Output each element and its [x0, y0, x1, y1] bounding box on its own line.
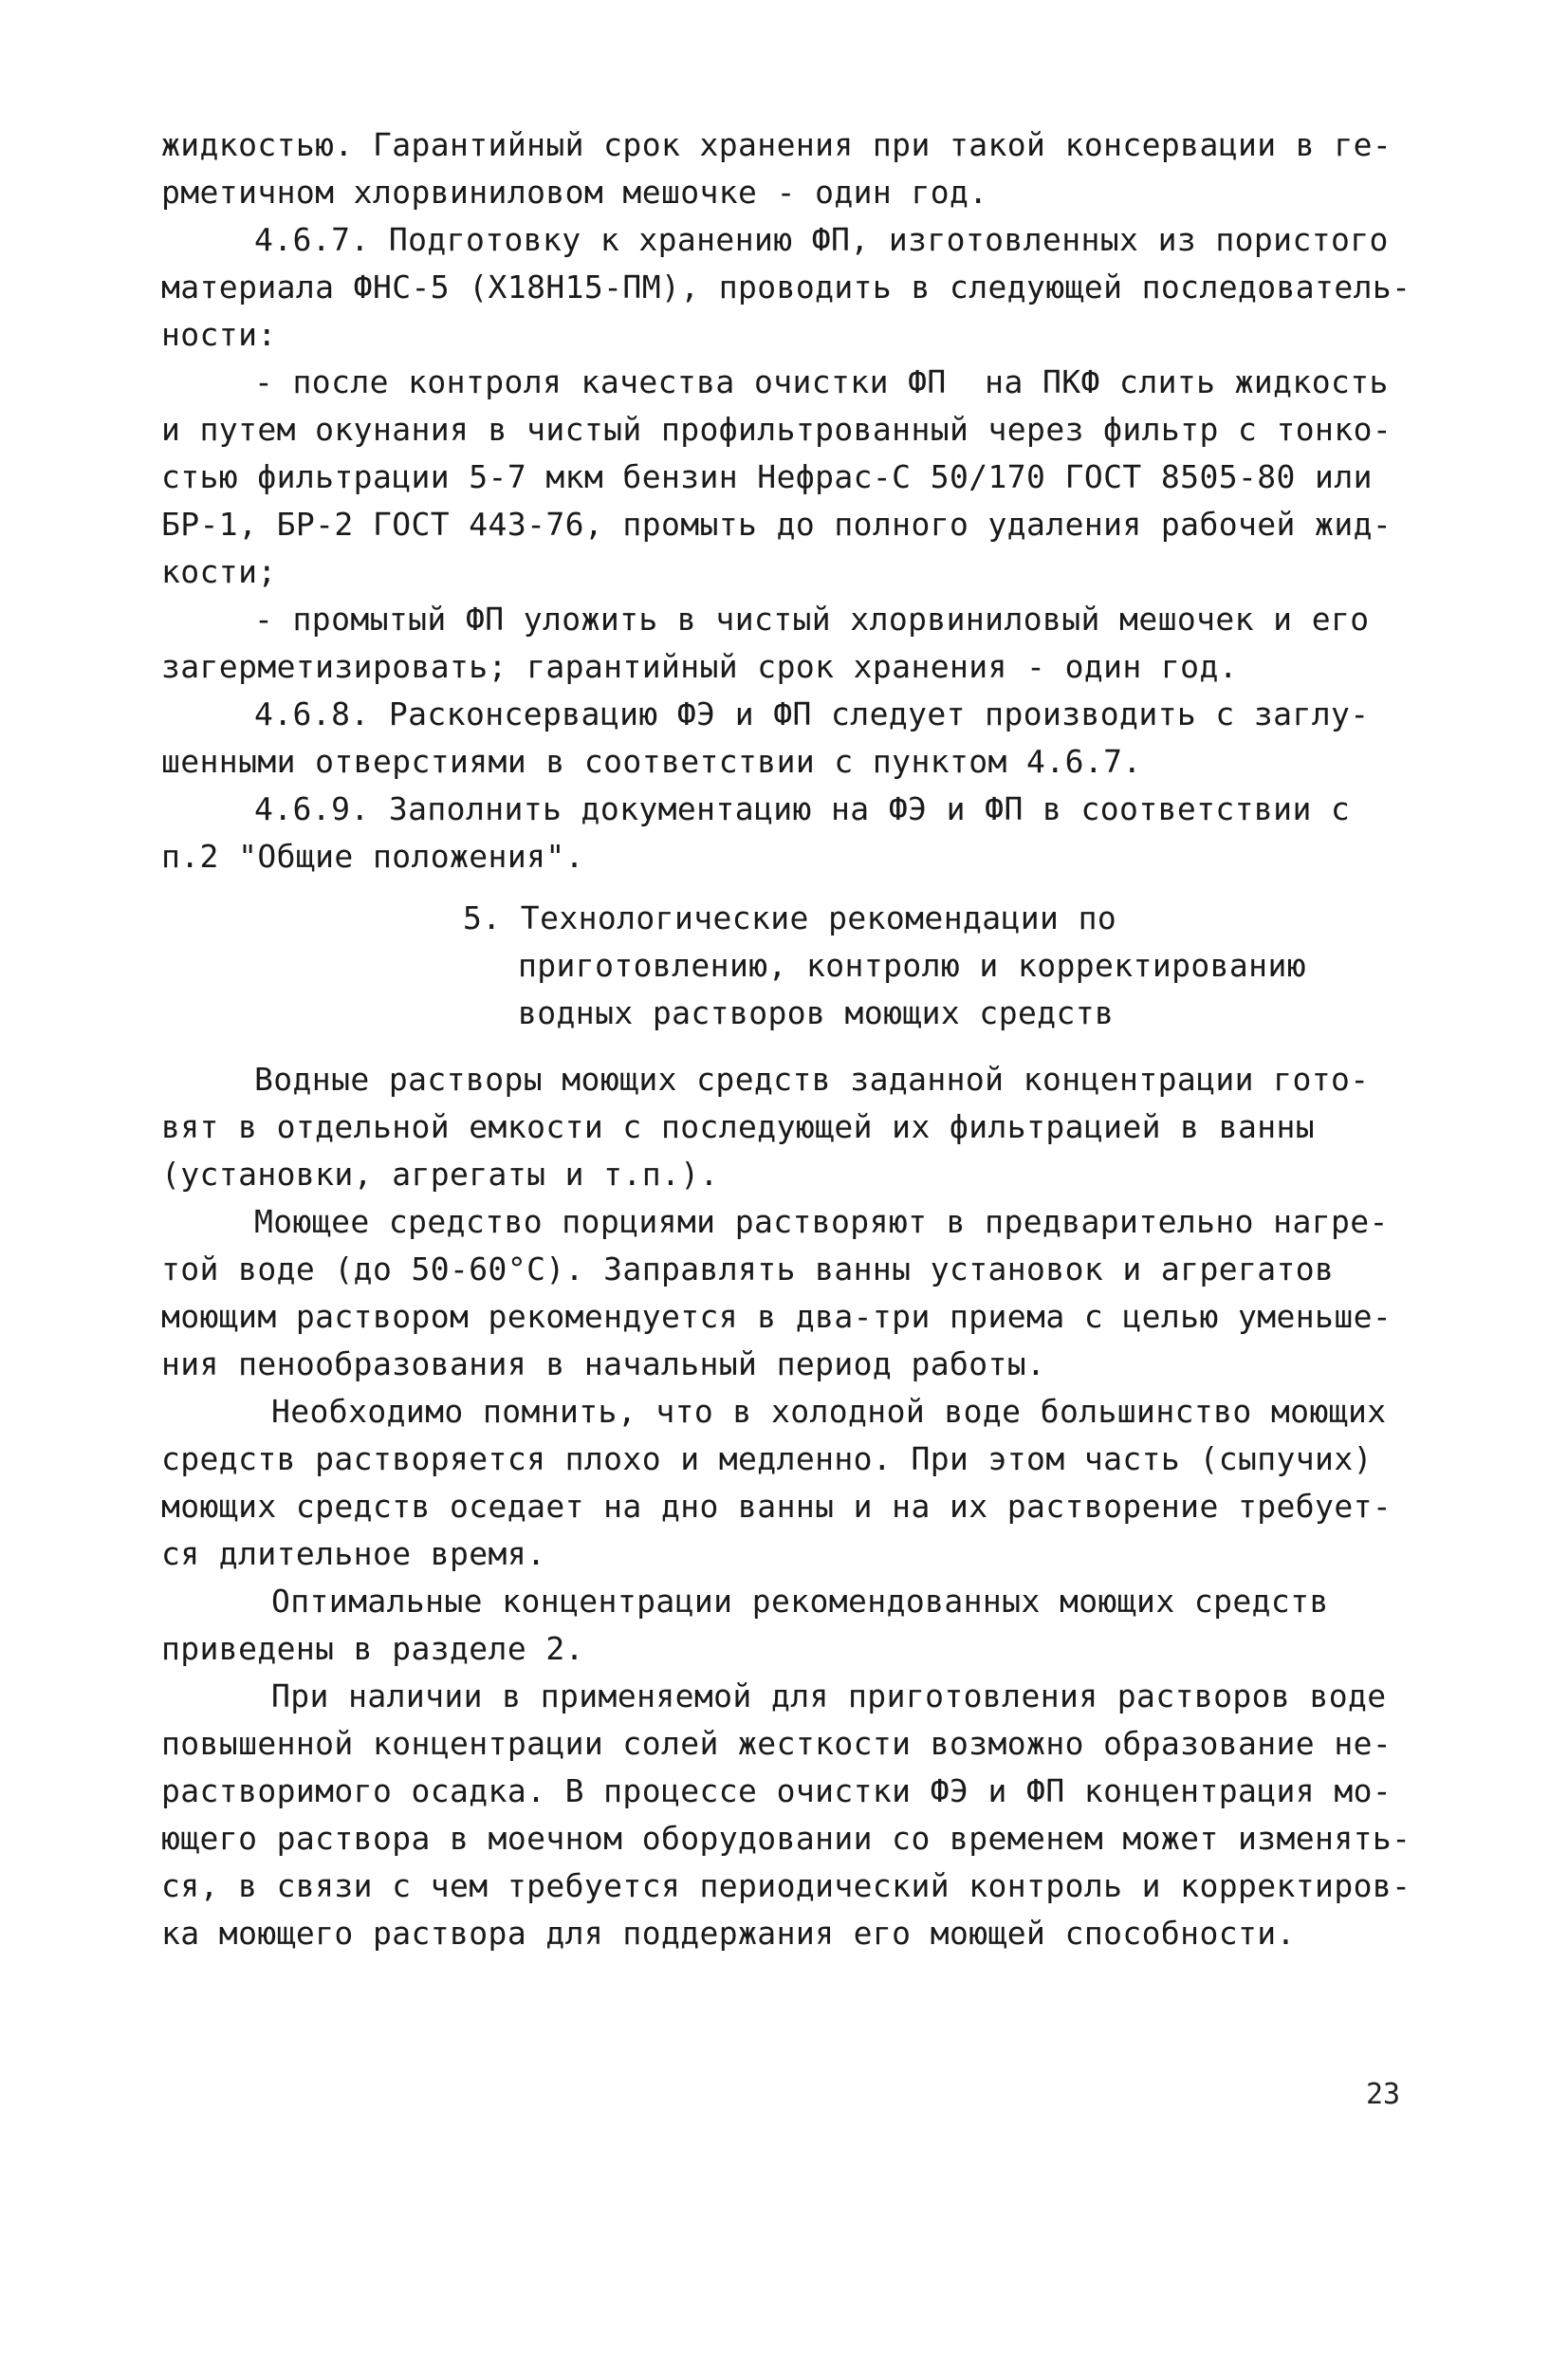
- list-item-line: - после контроля качества очистки ФП на ПКФ слить жидкость: [254, 363, 1389, 400]
- section-heading: 5. Технологические рекомендации по: [463, 899, 1117, 936]
- text-line: шенными отверстиями в соответствии с пунктом 4.6.7.: [161, 743, 1142, 780]
- section-heading: водных растворов моющих средств: [518, 994, 1115, 1031]
- paragraph-first-line: 4.6.9. Заполнить документацию на ФЭ и ФП в соответствии с: [254, 790, 1351, 827]
- list-item-line: - промытый ФП уложить в чистый хлорвиниловый мешочек и его: [254, 601, 1370, 638]
- text-line: средств растворяется плохо и медленно. При этом часть (сыпучих): [161, 1440, 1373, 1477]
- paragraph-first-line: 4.6.8. Расконсервацию ФЭ и ФП следует производить с заглу-: [254, 695, 1370, 732]
- paragraph-first-line: При наличии в применяемой для приготовления растворов воде: [271, 1677, 1387, 1714]
- text-line: БР-1, БР-2 ГОСТ 443-76, промыть до полного удаления рабочей жид-: [161, 506, 1393, 543]
- text-line: п.2 "Общие положения".: [161, 838, 584, 875]
- paragraph-first-line: Необходимо помнить, что в холодной воде большинство моющих: [271, 1393, 1387, 1430]
- text-line: ка моющего раствора для поддержания его моющей способности.: [161, 1915, 1296, 1952]
- text-line: моющим раствором рекомендуется в два-три приема с целью уменьше-: [161, 1298, 1393, 1335]
- text-line: приведены в разделе 2.: [161, 1630, 584, 1667]
- text-line: и путем окунания в чистый профильтрованный через фильтр с тонко-: [161, 411, 1393, 448]
- text-line: ющего раствора в моечном оборудовании со временем может изменять-: [161, 1820, 1411, 1857]
- page-number: 23: [1366, 2078, 1401, 2111]
- text-line: растворимого осадка. В процессе очистки ФЭ и ФП концентрация мо-: [161, 1772, 1393, 1809]
- text-line: ся, в связи с чем требуется периодический контроль и корректиров-: [161, 1867, 1411, 1904]
- text-line: повышенной концентрации солей жесткости возможно образование не-: [161, 1725, 1393, 1762]
- text-line: стью фильтрации 5-7 мкм бензин Нефрас-С 50/170 ГОСТ 8505-80 или: [161, 458, 1373, 495]
- paragraph-first-line: 4.6.7. Подготовку к хранению ФП, изготовленных из пористого: [254, 221, 1389, 258]
- paragraph-first-line: Моющее средство порциями растворяют в предварительно нагре-: [254, 1203, 1389, 1240]
- text-line: моющих средств оседает на дно ванны и на их растворение требует-: [161, 1488, 1393, 1525]
- text-line: вят в отдельной емкости с последующей их фильтрацией в ванны: [161, 1108, 1316, 1145]
- text-line: кости;: [161, 553, 277, 590]
- text-line: (установки, агрегаты и т.п.).: [161, 1156, 719, 1193]
- text-line: рметичном хлорвиниловом мешочке - один год.: [161, 174, 988, 211]
- text-line: ся длительное время.: [161, 1535, 546, 1572]
- section-heading: приготовлению, контролю и корректированию: [518, 947, 1306, 984]
- text-line: загерметизировать; гарантийный срок хранения - один год.: [161, 648, 1238, 685]
- text-line: той воде (до 50-60°С). Заправлять ванны установок и агрегатов: [161, 1251, 1335, 1288]
- text-line: ния пенообразования в начальный период работы.: [161, 1345, 1046, 1382]
- paragraph-first-line: Водные растворы моющих средств заданной концентрации гото-: [254, 1061, 1370, 1098]
- text-line: материала ФНС-5 (Х18Н15-ПМ), проводить в следующей последователь-: [161, 269, 1411, 306]
- text-line: жидкостью. Гарантийный срок хранения при такой консервации в ге-: [161, 126, 1393, 163]
- paragraph-first-line: Оптимальные концентрации рекомендованных моющих средств: [271, 1583, 1329, 1620]
- text-line: ности:: [161, 316, 277, 353]
